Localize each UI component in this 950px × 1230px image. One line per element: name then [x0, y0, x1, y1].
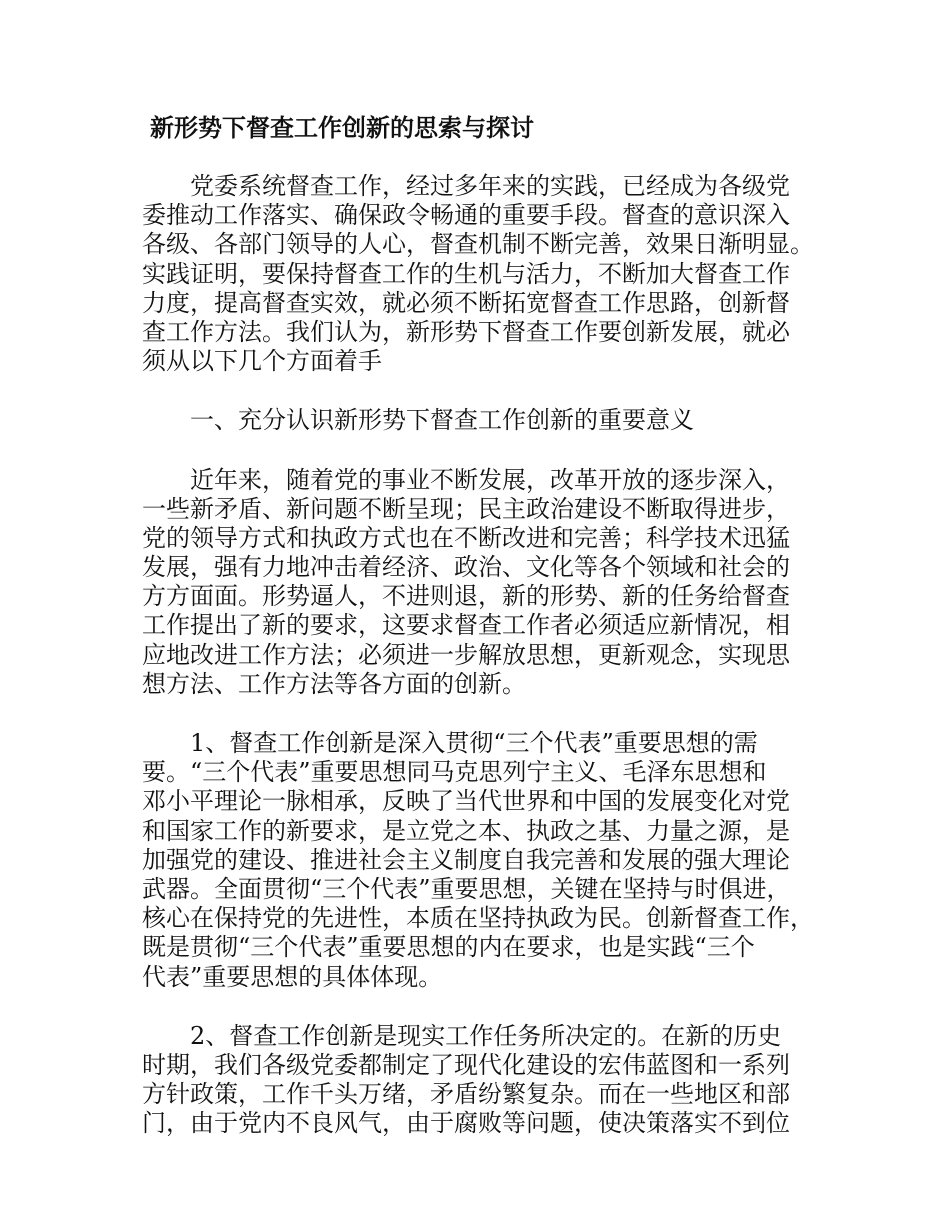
- text-line: 工作提出了新的要求，这要求督查工作者必须适应新情况，相: [142, 611, 790, 640]
- text-line: 邓小平理论一脉相承，反映了当代世界和中国的发展变化对党: [142, 787, 790, 816]
- document-title: 新形势下督查工作创新的思索与探讨: [150, 113, 534, 142]
- text-line: 力度，提高督查实效，就必须不断拓宽督查工作思路，创新督: [142, 288, 790, 317]
- text-line: 一些新矛盾、新问题不断呈现；民主政治建设不断取得进步，: [142, 494, 790, 523]
- text-line: 发展，强有力地冲击着经济、政治、文化等各个领域和社会的: [142, 553, 790, 582]
- text-line: 和国家工作的新要求，是立党之本、执政之基、力量之源，是: [142, 816, 790, 845]
- text-line: 须从以下几个方面着手: [142, 347, 382, 376]
- paragraph-point-1: [142, 729, 822, 992]
- text-line: 实践证明，要保持督查工作的生机与活力，不断加大督查工作: [142, 259, 790, 288]
- text-line: 方针政策，工作千头万绪，矛盾纷繁复杂。而在一些地区和部: [142, 1080, 790, 1109]
- text-line: 近年来，随着党的事业不断发展，改革开放的逐步深入，: [190, 465, 790, 494]
- text-line: 党的领导方式和执政方式也在不断改进和完善；科学技术迅猛: [142, 523, 790, 552]
- text-line: 1、督查工作创新是深入贯彻“三个代表”重要思想的需: [190, 729, 758, 757]
- paragraph-context: [142, 466, 822, 700]
- paragraph-point-2: [142, 1022, 822, 1139]
- text-line: 要。“三个代表”重要思想同马克思列宁主义、毛泽东思想和: [142, 758, 767, 787]
- text-line: 门，由于党内不良风气，由于腐败等问题，使决策落实不到位: [142, 1109, 790, 1138]
- text-line: 想方法、工作方法等各方面的创新。: [142, 669, 526, 698]
- text-line: 各级、各部门领导的人心，督查机制不断完善，效果日渐明显。: [142, 230, 814, 259]
- section-heading: [142, 406, 822, 435]
- text-line: 一、充分认识新形势下督查工作创新的重要意义: [190, 406, 694, 435]
- text-line: 2、督查工作创新是现实工作任务所决定的。在新的历史: [190, 1021, 782, 1050]
- text-line: 党委系统督查工作，经过多年来的实践，已经成为各级党: [190, 172, 790, 200]
- text-line: 代表”重要思想的具体体现。: [142, 962, 443, 991]
- text-line: 查工作方法。我们认为，新形势下督查工作要创新发展，就必: [142, 317, 790, 346]
- text-line: 方方面面。形势逼人，不进则退，新的形势、新的任务给督查: [142, 582, 790, 611]
- text-line: 加强党的建设、推进社会主义制度自我完善和发展的强大理论: [142, 845, 790, 874]
- text-line: 既是贯彻“三个代表”重要思想的内在要求，也是实践“三个: [142, 933, 755, 962]
- text-line: 武器。全面贯彻“三个代表”重要思想，关键在坚持与时俱进，: [142, 874, 791, 903]
- document-body: [142, 172, 822, 1168]
- text-line: 时期，我们各级党委都制定了现代化建设的宏伟蓝图和一系列: [142, 1050, 790, 1079]
- text-line: 应地改进工作方法；必须进一步解放思想，更新观念，实现思: [142, 640, 790, 669]
- text-line: 核心在保持党的先进性，本质在坚持执政为民。创新督查工作，: [142, 904, 814, 933]
- paragraph-intro: [142, 172, 822, 376]
- text-line: 委推动工作落实、确保政令畅通的重要手段。督查的意识深入: [142, 201, 790, 230]
